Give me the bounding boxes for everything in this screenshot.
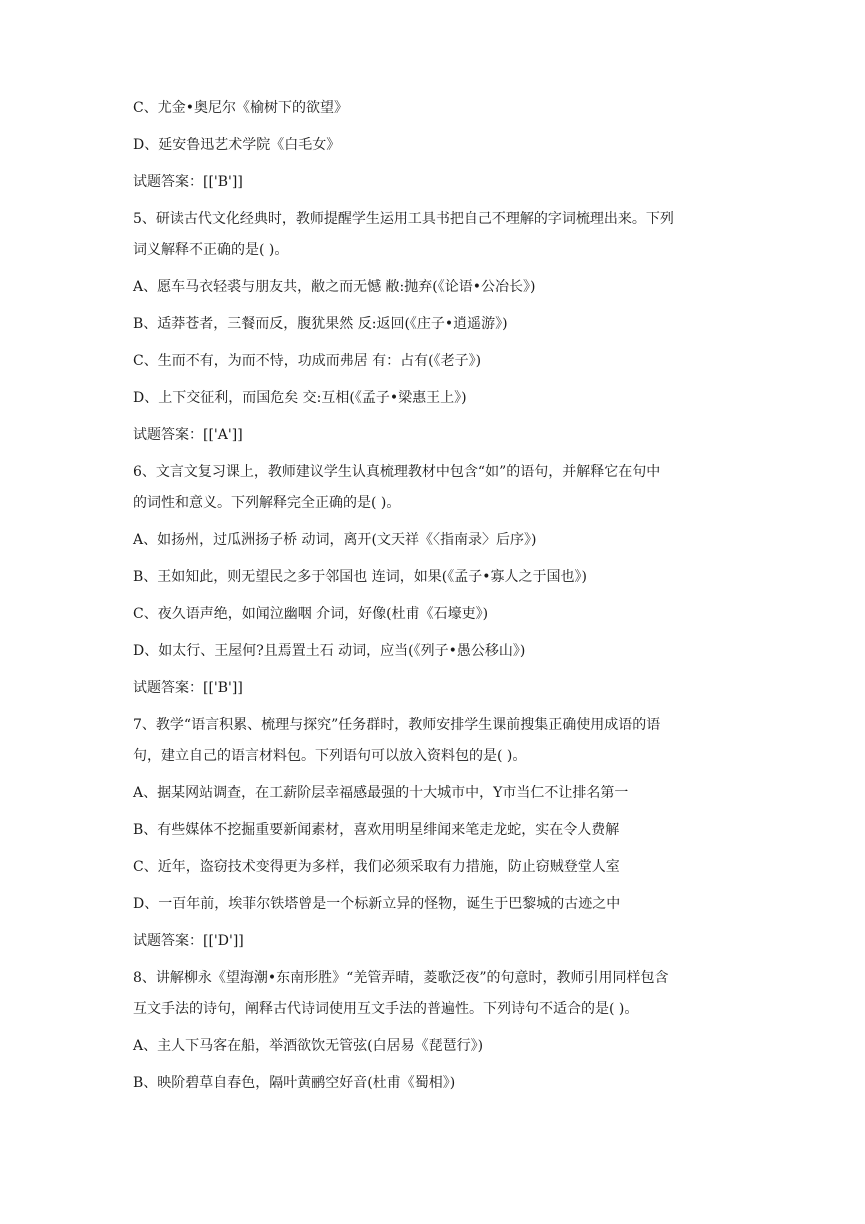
option-line: A、愿车马衣轻裘与朋友共，敝之而无憾 敝:抛弃(《论语•公冶长》) (133, 279, 536, 295)
option-line: D、如太行、王屋何?且焉置土石 动词，应当(《列子•愚公移山》) (133, 643, 526, 659)
answer-line: 试题答案：[['B']] (133, 680, 243, 696)
option-line: A、据某网站调查，在工薪阶层幸福感最强的十大城市中，Y市当仁不让排名第一 (133, 785, 629, 801)
question-text-line: 句，建立自己的语言材料包。下列语句可以放入资料包的是( )。 (133, 748, 527, 764)
option-line: D、一百年前，埃菲尔铁塔曾是一个标新立异的怪物，诞生于巴黎城的古迹之中 (133, 896, 621, 912)
option-line: D、延安鲁迅艺术学院《白毛女》 (133, 137, 341, 153)
question-text-line: 词义解释不正确的是( )。 (133, 242, 289, 258)
question-text-line: 6、文言文复习课上，教师建议学生认真梳理教材中包含“如”的语句，并解释它在句中 (133, 464, 661, 480)
option-line: A、如扬州，过瓜洲扬子桥 动词，离开(文天祥《〈指南录〉后序》) (133, 532, 537, 548)
question-text-line: 5、研读古代文化经典时，教师提醒学生运用工具书把自己不理解的字词梳理出来。下列 (133, 211, 674, 227)
option-line: C、尤金•奥尼尔《榆树下的欲望》 (133, 100, 348, 116)
answer-line: 试题答案：[['A']] (133, 427, 243, 443)
option-line: C、近年，盗窃技术变得更为多样，我们必须采取有力措施，防止窃贼登堂人室 (133, 859, 620, 875)
question-text-line: 的词性和意义。下列解释完全正确的是( )。 (133, 495, 401, 511)
document-page (133, 96, 733, 1095)
option-line: C、生而不有，为而不恃，功成而弗居 有：占有(《老子》) (133, 353, 482, 369)
option-line: C、夜久语声绝，如闻泣幽咽 介词，好像(杜甫《石壕吏》) (133, 606, 489, 622)
question-text-line: 7、教学“语言积累、梳理与探究”任务群时，教师安排学生课前搜集正确使用成语的语 (133, 717, 661, 733)
answer-line: 试题答案：[['D']] (133, 933, 244, 949)
option-line: B、有些媒体不挖掘重要新闻素材，喜欢用明星绯闻来笔走龙蛇，实在令人费解 (133, 822, 620, 838)
option-line: B、映阶碧草自春色，隔叶黄鹂空好音(杜甫《蜀相》) (133, 1075, 456, 1091)
option-line: B、适莽苍者，三餐而反，腹犹果然 反:返回(《庄子•逍遥游》) (133, 316, 508, 332)
question-text-line: 8、讲解柳永《望海潮•东南形胜》“羌管弄晴，菱歌泛夜”的句意时，教师引用同样包含 (133, 970, 669, 986)
option-line: D、上下交征利，而国危矣 交:互相(《孟子•梁惠王上》) (133, 390, 467, 406)
option-line: B、王如知此，则无望民之多于邻国也 连词，如果(《孟子•寡人之于国也》) (133, 569, 587, 585)
answer-line: 试题答案：[['B']] (133, 174, 243, 190)
question-text-line: 互文手法的诗句，阐释古代诗词使用互文手法的普遍性。下列诗句不适合的是( )。 (133, 1001, 639, 1017)
option-line: A、主人下马客在船，举酒欲饮无管弦(白居易《琵琶行》) (133, 1038, 484, 1054)
